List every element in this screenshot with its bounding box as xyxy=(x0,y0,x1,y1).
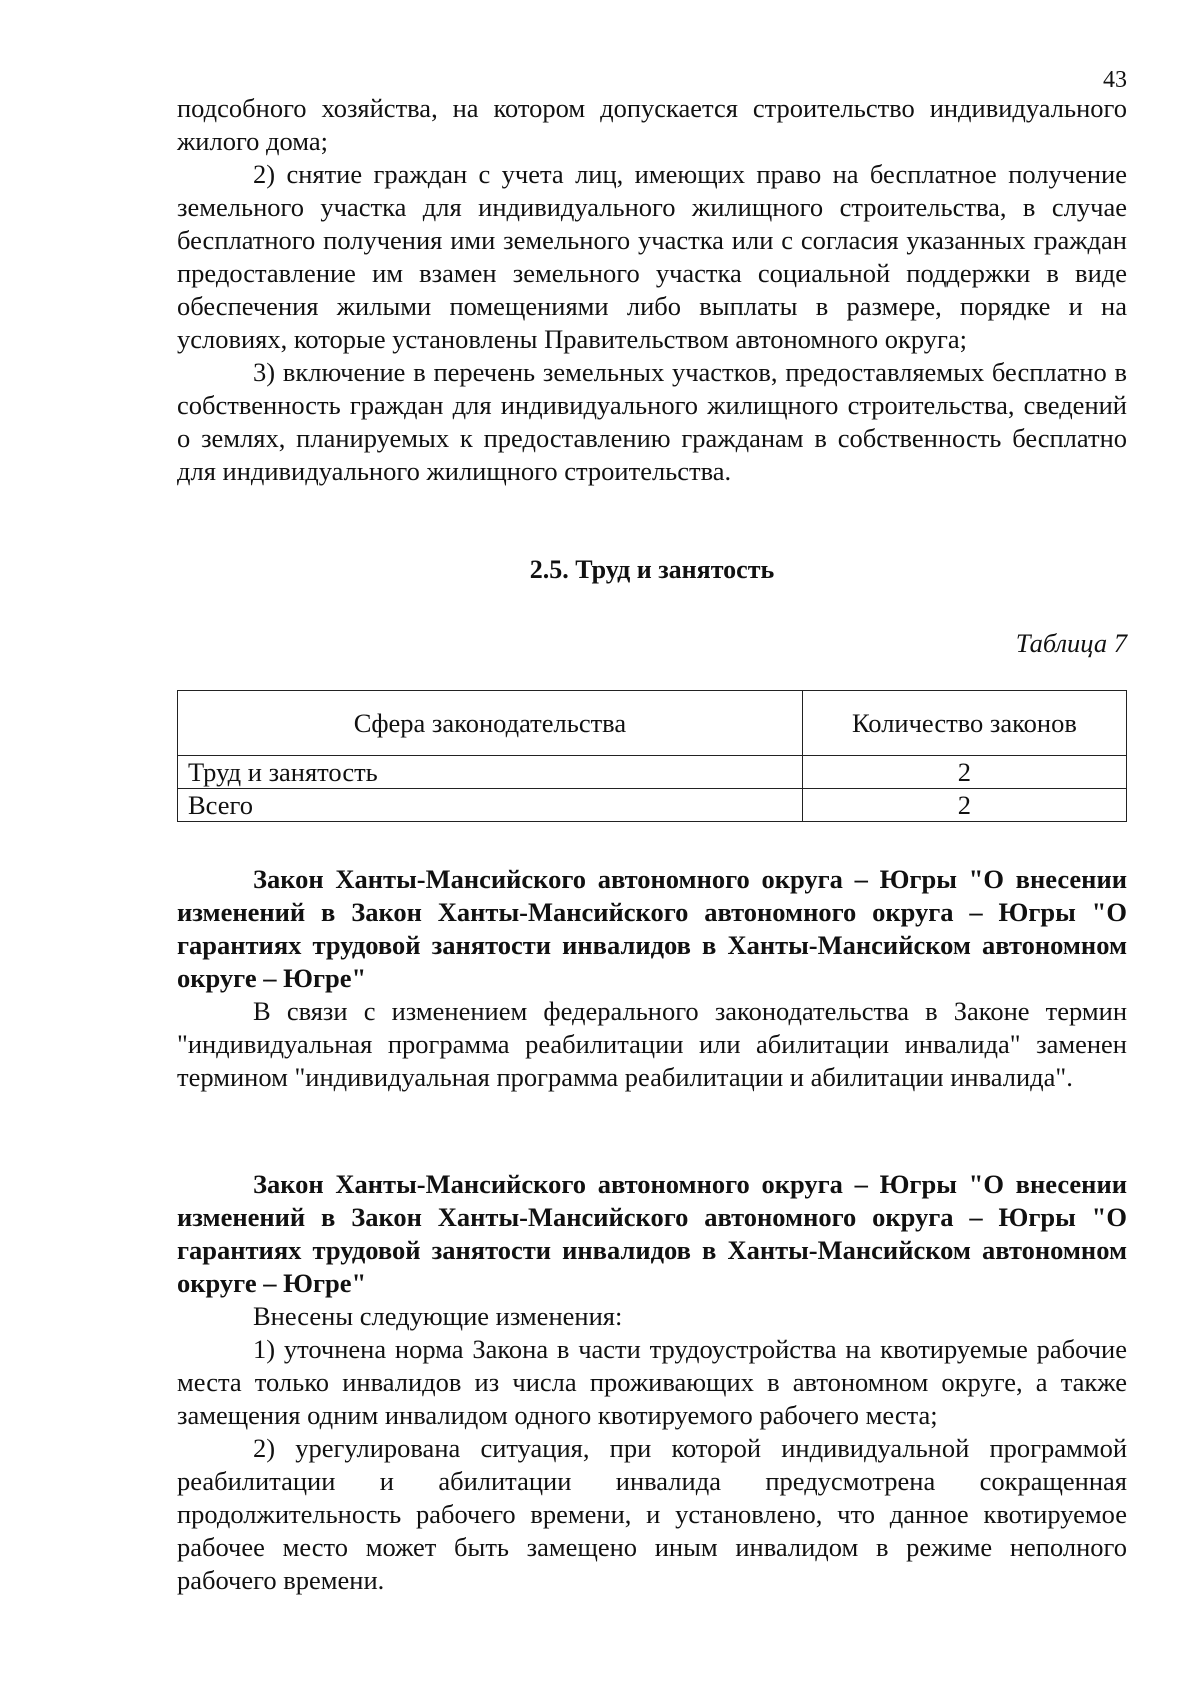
intro-paragraph-1: подсобного хозяйства, на котором допускается строительство индивидуального жилого дома; xyxy=(177,93,1127,156)
table-header-row xyxy=(178,691,1127,756)
table-header-sphere: Сфера законодательства xyxy=(178,691,803,756)
law-1-body xyxy=(177,995,1127,1094)
table-cell-count: 2 xyxy=(802,789,1126,822)
table-caption: Таблица 7 xyxy=(1015,628,1127,658)
law-2-body xyxy=(177,1300,1127,1597)
table-cell-count: 2 xyxy=(802,756,1126,789)
section-title: 2.5. Труд и занятость xyxy=(529,555,775,584)
table-row-total xyxy=(178,789,1127,822)
laws-table xyxy=(177,690,1127,822)
intro-text xyxy=(177,92,1127,488)
table-cell-sphere: Труд и занятость xyxy=(178,756,803,789)
table-header-count: Количество законов xyxy=(802,691,1126,756)
law-2-item-2: 2) урегулирована ситуация, при которой индивидуальной программой реабилитации и абилитации инвалида предусмотрена сокращенная продолжительность рабочего времени, и установлено, что данное квотируемое рабочее место может быть замещено иным инвалидом в режиме неполного рабочего времени. xyxy=(177,1433,1127,1595)
law-1-title: Закон Ханты-Мансийского автономного округа – Югры "О внесении изменений в Закон Ханты-Мансийского автономного округа – Югры "О гарантиях трудовой занятости инвалидов в Ханты-Мансийском автономном округе – Югре" xyxy=(177,864,1127,993)
law-2-title: Закон Ханты-Мансийского автономного округа – Югры "О внесении изменений в Закон Ханты-Мансийского автономного округа – Югры "О гарантиях трудовой занятости инвалидов в Ханты-Мансийском автономном округе – Югре" xyxy=(177,1169,1127,1298)
intro-paragraph-3: 3) включение в перечень земельных участков, предоставляемых бесплатно в собственность граждан для индивидуального жилищного строительства, сведений о землях, планируемых к предоставлению гражданам в собственность бесплатно для индивидуального жилищного строительства. xyxy=(177,357,1127,486)
page-number: 43 xyxy=(1103,67,1127,93)
table-cell-sphere: Всего xyxy=(178,789,803,822)
intro-paragraph-2: 2) снятие граждан с учета лиц, имеющих право на бесплатное получение земельного участка для индивидуального жилищного строительства, в случае бесплатного получения ими земельного участка или с согласия указанных граждан предоставление им взамен земельного участка социальной поддержки в виде обеспечения жилыми помещениями либо выплаты в размере, порядке и на условиях, которые установлены Правительством автономного округа; xyxy=(177,159,1127,354)
law-2-intro: Внесены следующие изменения: xyxy=(253,1301,623,1331)
law-1-text: В связи с изменением федерального законодательства в Законе термин "индивидуальная программа реабилитации или абилитации инвалида" заменен термином "индивидуальная программа реабилитации и абилитации инвалида". xyxy=(177,996,1127,1092)
law-2-item-1: 1) уточнена норма Закона в части трудоустройства на квотируемые рабочие места только инвалидов из числа проживающих в автономном округе, а также замещения одним инвалидом одного квотируемого рабочего места; xyxy=(177,1334,1127,1430)
table-row xyxy=(178,756,1127,789)
